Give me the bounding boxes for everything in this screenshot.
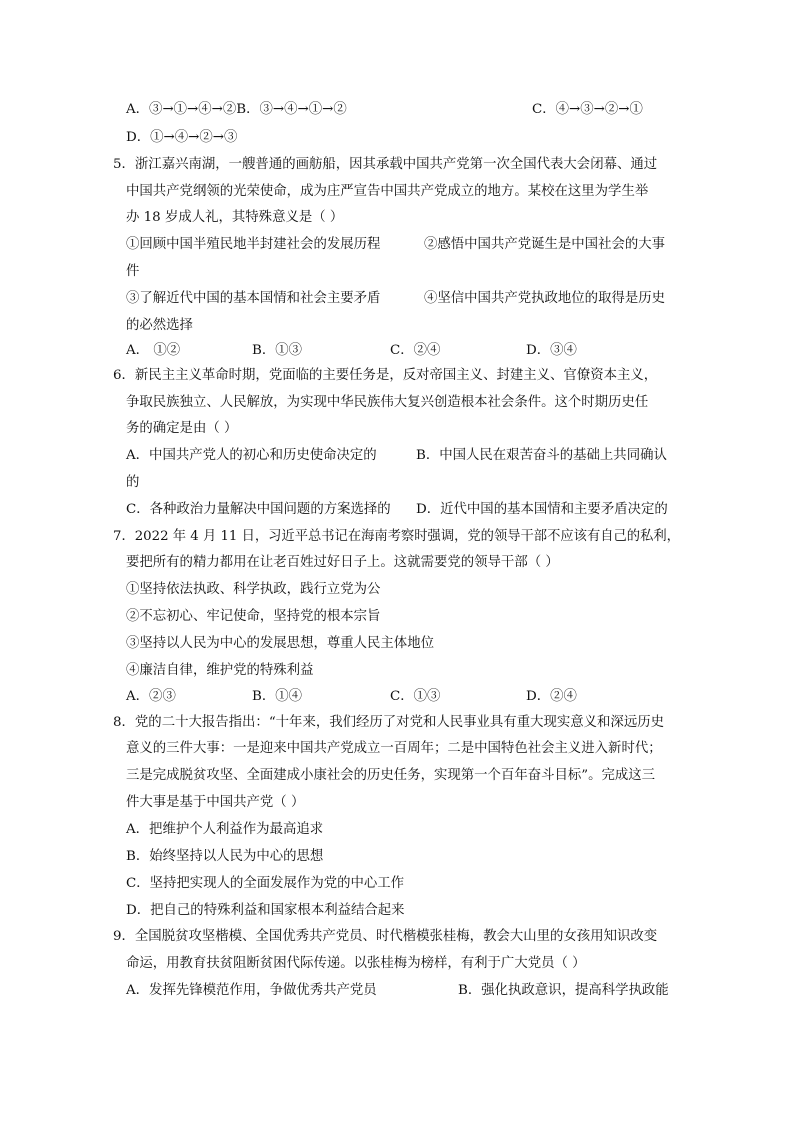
text-segment: 意义的三件大事：一是迎来中国共产党成立一百周年；二是中国特色社会主义进入新时代；: [126, 741, 662, 756]
text-segment: C．④→③→②→①: [532, 102, 643, 117]
text-segment: 7．2022 年 4 月 11 日，习近平总书记在海南考察时强调，党的领导干部不应该有自己的私利，: [113, 529, 680, 544]
text-segment: A．中国共产党人的初心和历史使命决定的: [126, 448, 377, 463]
text-segment: 件: [126, 264, 140, 279]
text-segment: D．③④: [526, 343, 577, 358]
text-segment: ③了解近代中国的基本国情和社会主要矛盾: [126, 291, 381, 306]
text-segment: ④坚信中国共产党执政地位的取得是历史: [424, 291, 666, 306]
text-segment: D．①→④→②→③: [126, 130, 238, 145]
text-segment: ②感悟中国共产党诞生是中国社会的大事: [424, 237, 666, 252]
text-segment: ②不忘初心、牢记使命，坚持党的根本宗旨: [126, 609, 381, 624]
text-segment: ③坚持以人民为中心的发展思想，尊重人民主体地位: [126, 636, 434, 651]
text-segment: 件大事是基于中国共产党（ ）: [126, 795, 305, 810]
text-segment: A．把维护个人利益作为最高追求: [126, 822, 324, 837]
text-segment: ①回顾中国半殖民地半封建社会的发展历程: [126, 237, 381, 252]
text-segment: 中国共产党纲领的光荣使命，成为庄严宣告中国共产党成立的地方。某校在这里为学生举: [126, 184, 649, 199]
text-segment: 三是完成脱贫攻坚、全面建成小康社会的历史任务，实现第一个百年奋斗目标”。完成这三: [126, 768, 656, 783]
text-segment: 办 18 岁成人礼，其特殊意义是（ ）: [126, 210, 344, 225]
text-segment: B．①④: [252, 689, 303, 704]
text-segment: 5．浙江嘉兴南湖，一艘普通的画舫船，因其承载中国共产党第一次全国代表大会闭幕、通过: [113, 157, 658, 172]
text-segment: C．坚持把实现人的全面发展作为党的中心工作: [126, 876, 405, 891]
text-segment: 争取民族独立、人民解放，为实现中华民族伟大复兴创造根本社会条件。这个时期历史任: [126, 395, 649, 410]
text-segment: ④廉洁自律，维护党的特殊利益: [126, 663, 314, 678]
text-segment: D．近代中国的基本国情和主要矛盾决定的: [416, 502, 668, 517]
text-segment: D．把自己的特殊利益和国家根本利益结合起来: [126, 903, 405, 918]
text-segment: C．②④: [390, 343, 441, 358]
text-segment: ①坚持依法执政、科学执政，践行立党为公: [126, 582, 381, 597]
text-segment: A．②③: [126, 689, 176, 704]
text-segment: 要把所有的精力都用在让老百姓过好日子上。这就需要党的领导干部（ ）: [126, 555, 559, 570]
text-segment: 的必然选择: [126, 318, 193, 333]
text-segment: B．强化执政意识，提高科学执政能: [458, 983, 669, 998]
text-segment: B．中国人民在艰苦奋斗的基础上共同确认: [416, 448, 667, 463]
text-segment: 8．党的二十大报告指出：“十年来，我们经历了对党和人民事业具有重大现实意义和深远历史: [113, 715, 664, 730]
text-segment: 6．新民主主义革命时期，党面临的主要任务是，反对帝国主义、封建主义、官僚资本主义，: [113, 368, 658, 383]
text-segment: A．③→①→④→②B．③→④→①→②: [126, 102, 347, 117]
text-segment: B．①③: [252, 343, 303, 358]
text-segment: D．②④: [526, 689, 577, 704]
text-segment: 命运，用教育扶贫阻断贫困代际传递。以张桂梅为榜样，有利于广大党员（ ）: [126, 956, 586, 971]
text-segment: C．①③: [390, 689, 441, 704]
text-segment: A． ①②: [126, 343, 181, 358]
text-segment: A．发挥先锋模范作用，争做优秀共产党员: [126, 983, 377, 998]
text-segment: C．各种政治力量解决中国问题的方案选择的: [126, 502, 391, 517]
text-segment: 务的确定是由（ ）: [126, 421, 238, 436]
text-segment: 的: [126, 475, 140, 490]
text-segment: 9．全国脱贫攻坚楷模、全国优秀共产党员、时代楷模张桂梅，教会大山里的女孩用知识改变: [113, 929, 658, 944]
text-segment: B．始终坚持以人民为中心的思想: [126, 849, 324, 864]
